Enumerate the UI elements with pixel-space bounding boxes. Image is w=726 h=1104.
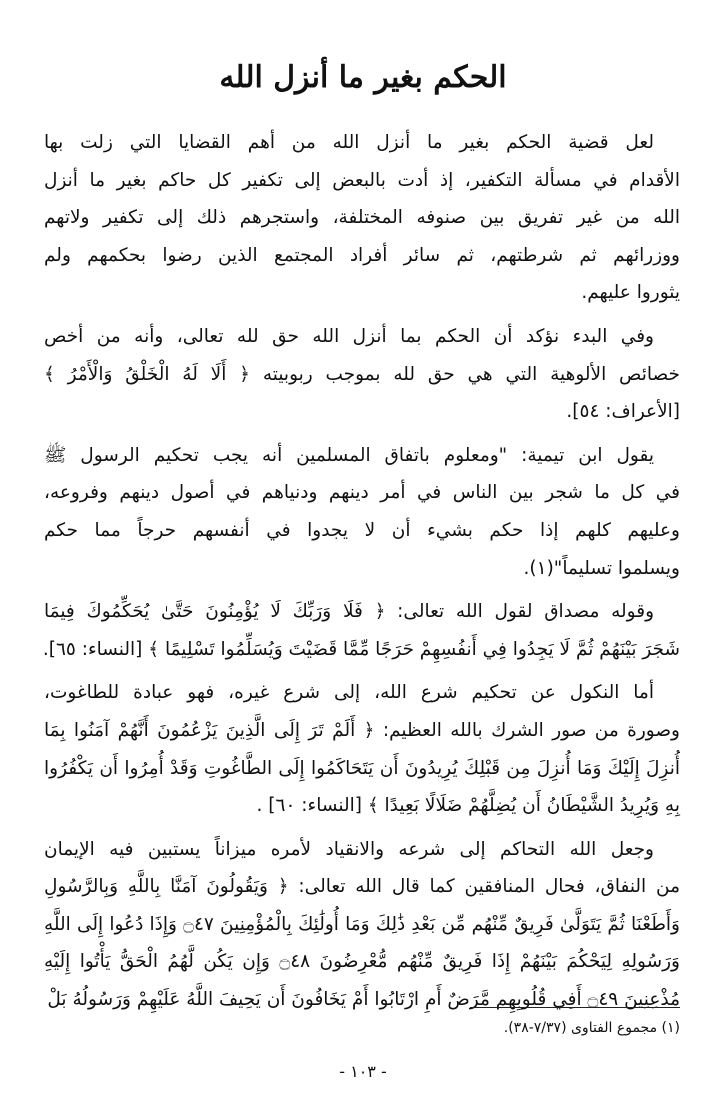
text-line: أما النكول عن تحكيم شرع الله، إلى شرع غيره، فهو عبادة للطاغوت، — [44, 682, 654, 704]
footnote-divider — [470, 1007, 680, 1008]
body-text — [44, 124, 680, 1025]
text-line: يثوروا عليهم. — [581, 282, 680, 304]
text-line: وجعل الله التحاكم إلى شرعه والانقياد لأمره ميزاناً يستبين فيه الإيمان — [44, 838, 654, 860]
text-line: الأقدام في مسألة التكفير، إذ أدت بالبعض إلى تكفير كل حاكم بغير ما أنزل — [44, 169, 680, 191]
text-line: أُنزِلَ إِلَيْكَ وَمَا أُنزِلَ مِن قَبْلِكَ يُرِيدُونَ أَن يَتَحَاكَمُوا إِلَى الطَّاغُوتِ وَقَدْ أُمِرُوا أَن يَكْفُرُوا — [44, 757, 680, 779]
paragraph — [44, 318, 680, 431]
paragraph — [44, 593, 680, 668]
text-line: وعليهم كلهم إذا حكم بشيء أن لا يجدوا في أنفسهم حرجاً مما حكم — [44, 519, 680, 541]
text-line: بِهِ وَيُرِيدُ الشَّيْطَانُ أَن يُضِلَّهُمْ ضَلَالًا بَعِيدًا ﴾ [النساء: ٦٠] . — [256, 795, 680, 817]
text-line: مُذْعِنِينَ ۝٤٩ أَفِي قُلُوبِهِم مَّرَضٌ أَمِ ارْتَابُوا أَمْ يَخَافُونَ أَن يَحِيفَ اللَّهُ عَلَيْهِمْ وَرَسُولُهُ بَلْ — [47, 989, 680, 1011]
paragraph — [44, 674, 680, 824]
text-line: لعل قضية الحكم بغير ما أنزل الله من أهم القضايا التي زلت بها — [44, 132, 654, 153]
text-line: يقول ابن تيمية: "ومعلوم باتفاق المسلمين أنه يجب تحكيم الرسول ﷺ — [44, 444, 654, 466]
footnote: (١) مجموع الفتاوى (٧/٣٧-٣٨). — [503, 1020, 680, 1036]
text-line: وقوله مصداق لقول الله تعالى: ﴿ فَلَا وَرَبِّكَ لَا يُؤْمِنُونَ حَتَّىٰ يُحَكِّمُوكَ فِيمَا — [44, 601, 654, 623]
text-line: شَجَرَ بَيْنَهُمْ ثُمَّ لَا يَجِدُوا فِي أَنفُسِهِمْ حَرَجًا مِّمَّا قَضَيْتَ وَيُسَلِّمُوا تَسْلِيمًا ﴾ [النساء: ٦٥]. — [42, 638, 680, 660]
text-line: في كل ما شجر بين الناس في أمر دينهم ودنياهم في أصول دينهم وفروعه، — [44, 482, 680, 504]
text-line: الله من غير تفريق بين صنوفه المختلفة، واستجرهم ذلك إلى تكفير ولاتهم — [44, 207, 680, 229]
text-line: وَرَسُولِهِ لِيَحْكُمَ بَيْنَهُمْ إِذَا فَرِيقٌ مِّنْهُم مُّعْرِضُونَ ۝٤٨ وَإِن يَكُن لَّهُمُ الْحَقُّ يَأْتُوا إِلَيْهِ — [44, 951, 680, 973]
text-line: ويسلموا تسليماً"(١). — [523, 557, 680, 579]
text-line: وصورة من صور الشرك بالله العظيم: ﴿ أَلَمْ تَرَ إِلَى الَّذِينَ يَزْعُمُونَ أَنَّهُمْ آمَنُوا بِمَا — [44, 719, 680, 741]
text-line: وَأَطَعْنَا ثُمَّ يَتَوَلَّىٰ فَرِيقٌ مِّنْهُم مِّن بَعْدِ ذَٰلِكَ وَمَا أُولَٰئِكَ بِالْمُؤْمِنِينَ ۝٤٧ وَإِذَا دُعُوا إِلَى اللَّهِ — [44, 913, 680, 935]
text-line: وفي البدء نؤكد أن الحكم بما أنزل الله حق لله تعالى، وأنه من أخص — [44, 325, 654, 347]
paragraph — [44, 124, 680, 312]
chapter-title: الحكم بغير ما أنزل الله — [219, 60, 507, 95]
text-line: خصائص الألوهية التي هي حق لله بموجب ربوبيته ﴿ أَلَا لَهُ الْخَلْقُ وَالْأَمْرُ ﴾ — [44, 363, 680, 385]
page-number: - ١٠٣ - — [339, 1062, 387, 1081]
paragraph — [44, 437, 680, 587]
text-line: [الأعراف: ٥٤]. — [566, 401, 680, 423]
text-line: ووزرائهم ثم شرطتهم، ثم سائر أفراد المجتمع الذين رضوا بحكمهم ولم — [44, 244, 680, 266]
paragraph — [44, 831, 680, 1019]
text-line: من النفاق، فحال المنافقين كما قال الله تعالى: ﴿ وَيَقُولُونَ آمَنَّا بِاللَّهِ وَبِالرَّسُولِ — [44, 876, 680, 898]
